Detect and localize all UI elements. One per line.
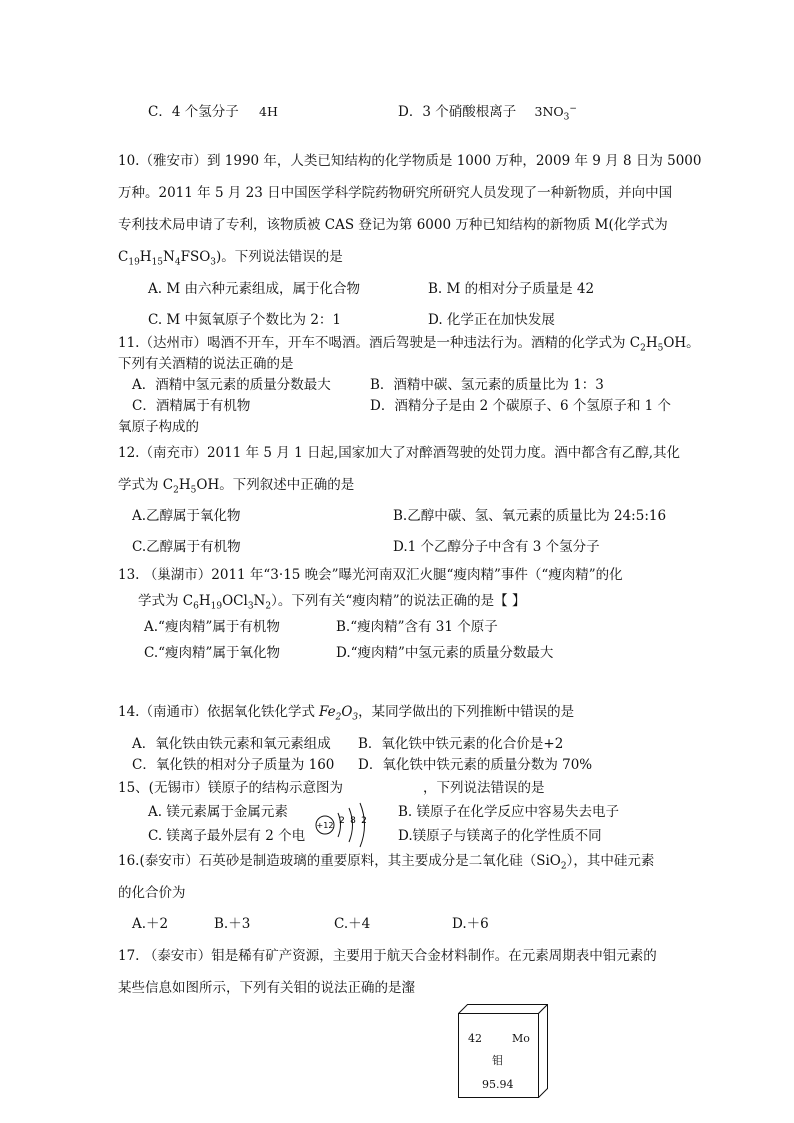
- q10-line-2: 万种。2011 年 5 月 23 日中国医学科学院药物研究所研究人员发现了一种新物质，并向中国: [118, 185, 673, 201]
- cell-element-name: 钼: [492, 1054, 503, 1067]
- q11-option-a: A．酒精中氢元素的质量分数最大: [132, 377, 331, 393]
- q14-option-a: A．氧化铁由铁元素和氧元素组成: [132, 736, 331, 752]
- q17-line-1: 17. （泰安市）钼是稀有矿产资源，主要用于航天合金材料制作。在元素周期表中钼元素的: [118, 948, 657, 964]
- q12-option-c: C.乙醇属于有机物: [132, 539, 241, 555]
- q11-option-d-continued: 氧原子构成的: [118, 419, 199, 435]
- q11-line-1: 11.（达州市）喝酒不开车，开车不喝酒。酒后驾驶是一种违法行为。酒精的化学式为 $C_2H_5OH$。: [118, 335, 700, 354]
- molybdenum-periodic-table-cell: [458, 1004, 548, 1098]
- cell-atomic-mass: 95.94: [482, 1078, 514, 1091]
- nucleus-charge: +12: [316, 821, 334, 830]
- q16-line-1: 16.(泰安市）石英砂是制造玻璃的重要原料，其主要成分是二氧化硅（SiO$_2$），其中硅元素: [118, 853, 655, 872]
- shell-1-electrons: 2: [339, 816, 345, 826]
- q10-option-c: C. M 中氮氧原子个数比为 2：1: [148, 312, 342, 328]
- q10-line-1: 10.（雅安市）到 1990 年，人类已知结构的化学物质是 1000 万种，2009 年 9 月 8 日为 5000: [118, 153, 702, 169]
- q16-option-b: B.＋3: [214, 916, 251, 932]
- q12-line-2: 学式为 $C_2H_5OH$。下列叙述中正确的是: [118, 477, 355, 496]
- q9-option-c: [148, 103, 278, 121]
- q17-line-2: 某些信息如图所示，下列有关钼的说法正确的是瀣: [118, 980, 415, 996]
- q13-option-d: D.“瘦肉精”中氢元素的质量分数最大: [336, 645, 554, 661]
- q15-option-c: C. 镁离子最外层有 2 个电: [148, 828, 306, 844]
- q10-option-a: A. M 由六种元素组成，属于化合物: [148, 281, 360, 297]
- q14-line-1: 14.（南通市）依据氧化铁化学式 $Fe_2O_3$，某同学做出的下列推断中错误的是: [118, 704, 575, 723]
- q10-option-d: D. 化学正在加快发展: [428, 312, 555, 328]
- q10-line-4: $C_{19}H_{15}N_4FSO_3$)。下列说法错误的是: [118, 249, 343, 268]
- q12-line-1: 12.（南充市）2011 年 5 月 1 日起,国家加大了对醉酒驾驶的处罚力度。酒中都含有乙醇,其化: [118, 445, 681, 461]
- q14-option-c: C．氧化铁的相对分子质量为 160: [132, 757, 335, 773]
- q10-line-3: 专利技术局申请了专利，该物质被 CAS 登记为第 6000 万种已知结构的新物质 M(化学式为: [118, 217, 668, 233]
- magnesium-atom-structure-diagram: [312, 796, 376, 854]
- shell-2-electrons: 8: [350, 816, 356, 826]
- q10-option-b: B. M 的相对分子质量是 42: [428, 281, 595, 297]
- q16-option-d: D.＋6: [452, 916, 489, 932]
- q12-option-d: D.1 个乙醇分子中含有 3 个氢分子: [393, 539, 600, 555]
- q14-option-b: B．氧化铁中铁元素的化合价是+2: [358, 736, 564, 752]
- q15-option-b: B. 镁原子在化学反应中容易失去电子: [398, 804, 620, 820]
- q16-option-a: A.＋2: [132, 916, 169, 932]
- q16-option-c: C.＋4: [334, 916, 371, 932]
- q11-option-b: B．酒精中碳、氢元素的质量比为 1：3: [370, 377, 604, 393]
- q15-line-1: 15、(无锡市）镁原子的结构示意图为 ，下列说法错误的是: [118, 780, 545, 796]
- q13-option-c: C.“瘦肉精”属于氧化物: [144, 645, 280, 661]
- q14-option-d: D．氧化铁中铁元素的质量分数为 70%: [358, 757, 593, 773]
- q13-line-1: 13. （巢湖市）2011 年“3·15 晚会”曝光河南双汇火腿“瘦肉精”事件（“瘦肉精”的化: [118, 567, 623, 583]
- q13-option-b: B.“瘦肉精”含有 31 个原子: [336, 619, 498, 635]
- q13-option-a: A.“瘦肉精”属于有机物: [144, 619, 280, 635]
- q14-formula: $Fe_2O_3$: [318, 704, 359, 723]
- q9-option-c-text: C．4 个氢分子: [148, 104, 239, 120]
- q15-option-d: D.镁原子与镁离子的化学性质不同: [398, 828, 602, 844]
- q11-line-2: 下列有关酒精的说法正确的是: [118, 356, 294, 372]
- q9-option-c-formula: 4H: [259, 104, 278, 119]
- q12-option-b: B.乙醇中碳、氢、氧元素的质量比为 24:5:16: [393, 508, 667, 524]
- q11-option-d: D．酒精分子是由 2 个碳原子、6 个氢原子和 1 个: [370, 398, 672, 414]
- q15-option-a: A. 镁元素属于金属元素: [148, 804, 288, 820]
- q9-option-d-text: D．3 个硝酸根离子: [398, 104, 517, 120]
- q11-option-c: C．酒精属于有机物: [132, 398, 251, 414]
- q13-line-2: 学式为 $C_6H_{19}OCl_3N_2$）。下列有关“瘦肉精”的说法正确的是【 】: [138, 593, 526, 612]
- cell-atomic-number: 42: [468, 1032, 482, 1045]
- q9-option-d: [398, 103, 577, 121]
- q12-option-a: A.乙醇属于氧化物: [132, 508, 241, 524]
- q16-line-2: 的化合价为: [118, 885, 186, 901]
- cell-element-symbol: Mo: [512, 1032, 530, 1045]
- shell-3-electrons: 2: [361, 816, 367, 826]
- q9-option-d-formula: $3NO_3^-$: [534, 103, 577, 123]
